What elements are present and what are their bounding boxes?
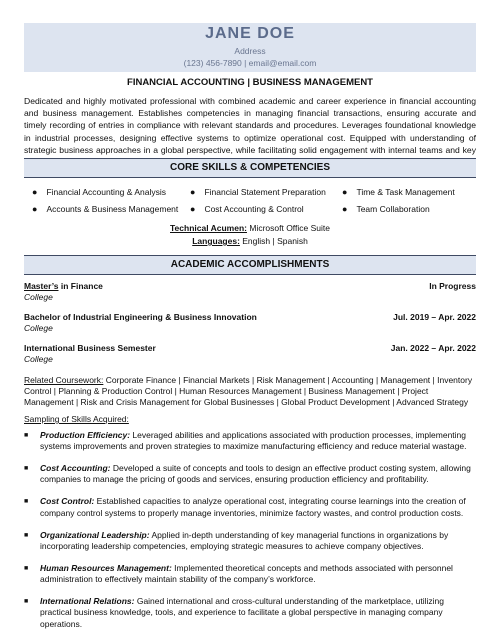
degree-date: In Progress — [429, 281, 476, 291]
square-bullet-icon: ■ — [24, 597, 29, 605]
degree-title: Master’s in Finance — [24, 281, 103, 291]
degree-date: Jul. 2019 – Apr. 2022 — [393, 312, 476, 322]
list-item: ■ Human Resources Management: Implemented theoretical concepts and methods associated with personnel administration to effectively maintain stability of the company’s workforce. — [24, 562, 453, 585]
education-entry — [24, 312, 476, 334]
resume-header — [24, 23, 476, 72]
section-header-academic: ACADEMIC ACCOMPLISHMENTS — [24, 255, 476, 275]
skills-row — [32, 183, 472, 200]
bullet-icon: ● — [342, 186, 348, 197]
list-item: ■ International Relations: Gained international and cross-cultural understanding of the marketplace, utilizing practical business knowledge, tools, and experience to facilitate a global perspective in managing company operations. — [24, 595, 444, 629]
contact-line: (123) 456-7890 | email@email.com — [183, 58, 317, 68]
skill-item: ● Financial Statement Preparation — [190, 186, 326, 197]
degree-title: International Business Semester — [24, 343, 156, 353]
skill-item: ● Accounts & Business Management — [32, 203, 179, 214]
address-line: Address — [234, 46, 266, 56]
list-item: ■ Organizational Leadership: Applied in-depth understanding of key managerial functions in organizations by incorporating leadership competencies, employing strategic measures to achieve company objectives. — [24, 529, 449, 551]
bullet-icon: ● — [32, 186, 38, 197]
bullet-icon: ● — [342, 203, 348, 214]
list-item: ■ Cost Accounting: Developed a suite of concepts and tools to design an effective product costing system, allowing companies to manage the pricing of goods and services, ensuring production efficiency and profitability. — [24, 463, 471, 485]
skill-item: ● Team Collaboration — [342, 203, 430, 214]
technical-info — [24, 222, 476, 248]
skills-acquired-list — [24, 430, 476, 638]
square-bullet-icon: ■ — [24, 498, 29, 506]
skill-item: ● Cost Accounting & Control — [190, 203, 304, 214]
square-bullet-icon: ■ — [24, 564, 29, 572]
square-bullet-icon: ■ — [24, 465, 29, 473]
skills-list — [32, 183, 472, 217]
related-coursework: Related Coursework: Corporate Finance | Financial Markets | Risk Management | Accounting | Management | Inventory Control | Planning & Production Control | Human Resources Management | Business Management | Project Management | Risk and Crisis Management for Global Businesses | Global Product Development | Advanced Strategy — [24, 375, 473, 408]
list-item: ■ Cost Control: Established capacities to analyze operational cost, integrating course learnings into the creation of company control systems to properly manage inventories, minimize factory wastes, and control production costs. — [24, 496, 466, 518]
bullet-icon: ● — [190, 186, 196, 197]
candidate-name: JANE DOE — [205, 25, 295, 42]
square-bullet-icon: ■ — [24, 432, 29, 439]
skill-item: ● Time & Task Management — [342, 186, 455, 197]
skills-row — [32, 200, 472, 217]
education-entry — [24, 343, 476, 365]
school-name: College — [24, 292, 53, 302]
professional-headline: FINANCIAL ACCOUNTING | BUSINESS MANAGEMENT — [127, 77, 373, 88]
bullet-icon: ● — [32, 203, 38, 214]
technical-acumen: Technical Acumen: Microsoft Office Suite — [170, 223, 330, 233]
school-name: College — [24, 354, 53, 364]
list-item: ■ Production Efficiency: Leveraged abilities and applications associated with production processes, implementing systems improvements and proven strategies to maximize manufacturing efficiency and reduce material wastage. — [24, 430, 467, 452]
square-bullet-icon: ■ — [24, 531, 29, 539]
bullet-icon: ● — [190, 203, 196, 214]
education-entry — [24, 281, 476, 303]
section-header-skills: CORE SKILLS & COMPETENCIES — [24, 158, 476, 178]
skill-item: ● Financial Accounting & Analysis — [32, 186, 166, 197]
languages: Languages: English | Spanish — [192, 236, 308, 246]
degree-title: Bachelor of Industrial Engineering & Business Innovation — [24, 312, 257, 322]
sampling-heading: Sampling of Skills Acquired: — [24, 414, 129, 424]
professional-summary: Dedicated and highly motivated professional with combined academic and career experience in financial accounting and business management. Establishes competencies in managing financial transactions, ensuring accurate and timely recording of entries in compliance with relevant standards and procedures. Leverages foundational knowledge in industrial processes, designing effective systems to optimize operational cost. Equipped with understanding of strategic business approaches in a global perspective, while facilitating solid engagement with internal teams and key — [24, 96, 476, 155]
school-name: College — [24, 323, 53, 333]
degree-date: Jan. 2022 – Apr. 2022 — [390, 343, 476, 353]
